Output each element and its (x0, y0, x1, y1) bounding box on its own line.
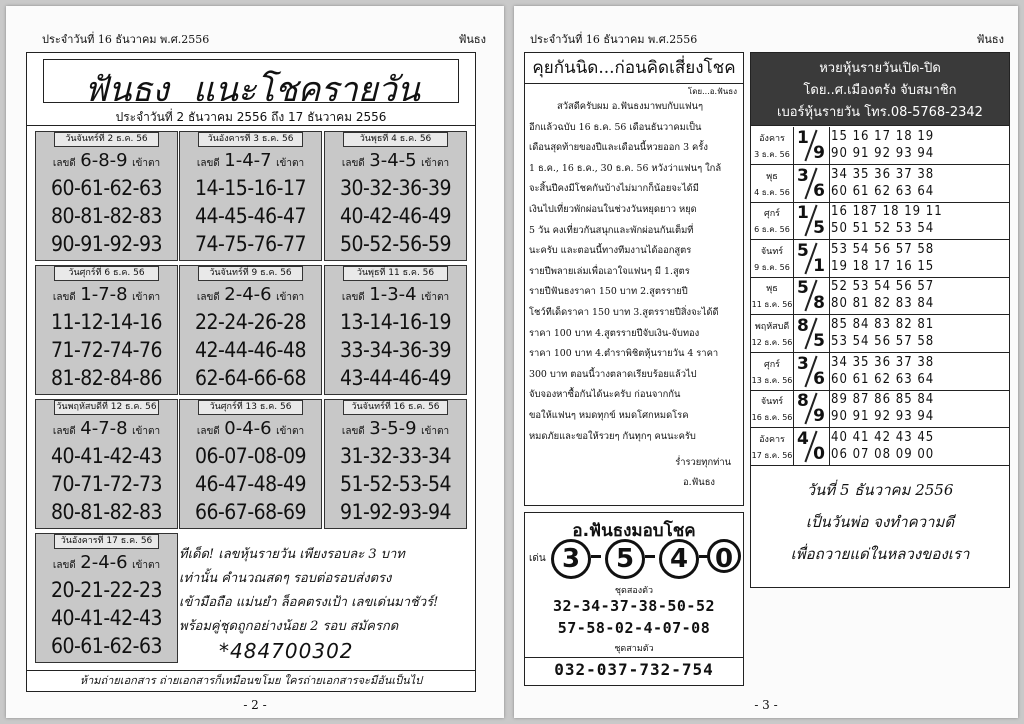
tip-suffix: เข้าตา (276, 158, 305, 169)
article-line: ราคา 100 บาท 4.สูตรรายปีจับเงิน-จับทอง (529, 327, 700, 339)
promo-line-4: พร้อมคู่ชุดถูกอย่างน้อย 2 รอบ สมัครกด (179, 619, 399, 634)
stock-numbers-bottom: 60 61 62 63 64 (831, 371, 935, 387)
article-line: จับจองหาซื้อกันได้นะครับ ก่อนจากกัน (529, 389, 681, 401)
stock-numbers-top: 53 54 56 57 58 (831, 241, 935, 257)
tip-row: 60-61-62-63 (50, 176, 163, 200)
stock-numbers-top: 15 16 17 18 19 (831, 129, 935, 144)
divider (27, 125, 475, 126)
tip-numbers: 1-4-7 (224, 150, 272, 171)
stock-close-digit: 6 (813, 180, 825, 201)
article-line: 300 บาท ตอนนี้วางตลาดเรียบร้อยแล้วไป (529, 368, 697, 380)
tip-prefix: เลขดี (341, 158, 365, 169)
tip-row: 62-64-66-68 (194, 366, 307, 390)
tip-row: 44-45-46-47 (194, 204, 307, 228)
left-page-number: - 2 - (243, 698, 267, 712)
tip-cell (35, 533, 178, 663)
gift-title: อ.ฟันธงมอบโชค (572, 521, 696, 541)
article-box (524, 52, 744, 506)
promo-box (179, 541, 469, 665)
tip-cell (35, 399, 178, 529)
stock-numbers-top: 89 87 86 85 84 (831, 392, 935, 408)
stock-header-line-2: โดย..ศ.เมืองตรัง จับสมาชิก (803, 83, 957, 98)
title-box (43, 59, 459, 110)
tip-line (36, 418, 177, 439)
left-main-frame (26, 52, 476, 692)
right-page (514, 6, 1018, 718)
stock-day-cell (751, 428, 794, 465)
period-text: ประจำวันที่ 2 ธันวาคม 2556 ถึง 17 ธันวาคม 2556 (115, 110, 387, 124)
tip-row: 43-44-46-49 (339, 366, 452, 390)
tip-row: 71-72-74-76 (50, 338, 163, 362)
tip-row: 40-42-46-49 (339, 204, 452, 228)
tip-cell-date: วันพฤหัสบดีที่ 12 ธ.ค. 56 (54, 400, 159, 415)
stock-numbers-top: 16 187 18 19 11 (831, 204, 943, 220)
tip-row: 31-32-33-34 (339, 444, 452, 468)
stock-fraction (793, 277, 830, 314)
tip-row: 46-47-48-49 (194, 472, 307, 496)
stock-day: ศุกร์ (764, 209, 780, 220)
article-byline: โดย...อ.ฟันธง (687, 87, 737, 96)
tip-row: 91-92-93-94 (339, 500, 452, 524)
left-footer: ห้ามถ่ายเอกสาร ถ่ายเอกสารก็เหมือนขโมย ใครถ่ายเอกสารจะมีอันเป็นไป (27, 670, 475, 691)
stock-fraction (793, 315, 830, 352)
stock-numbers-top: 34 35 36 37 38 (831, 354, 935, 370)
stock-open-digit: 3 (797, 353, 809, 374)
note-box (751, 465, 1009, 563)
tip-suffix: เข้าตา (276, 292, 305, 303)
stock-row (751, 315, 1009, 353)
promo-code: *484700302 (219, 639, 354, 663)
stock-day-cell (751, 240, 794, 277)
tip-numbers: 6-8-9 (80, 150, 128, 171)
tip-row: 06-07-08-09 (194, 444, 307, 468)
stock-open-digit: 8 (797, 391, 809, 412)
stock-day-cell (751, 353, 794, 390)
tip-suffix: เข้าตา (276, 426, 305, 437)
stock-numbers-bottom: 53 54 56 57 58 (831, 334, 935, 349)
tip-line (180, 418, 321, 439)
three-digit-label: ชุดสามตัว (614, 644, 654, 654)
left-header-brand: ฟันธง (458, 33, 486, 46)
stock-row (751, 353, 1009, 391)
tip-suffix: เข้าตา (132, 426, 161, 437)
tip-row: 22-24-26-28 (194, 310, 307, 334)
stock-close-digit: 0 (813, 443, 825, 464)
tip-suffix: เข้าตา (421, 158, 450, 169)
tip-row: 20-21-22-23 (50, 578, 163, 602)
note-line-2: เป็นวันพ่อ จงทำความดี (805, 513, 955, 531)
tip-prefix: เลขดี (52, 426, 76, 437)
promo-line-1: ทีเด็ด! เลขหุ้นรายวัน เพียงรอบละ 3 บาท (179, 547, 405, 562)
tip-prefix: เลขดี (52, 158, 76, 169)
stock-header-line-1: หวยหุ้นรายวันเปิด-ปิด (819, 61, 941, 76)
stock-numbers-bottom: 80 81 82 83 84 (831, 296, 935, 312)
tip-cell-date: วันศุกร์ที่ 13 ธ.ค. 56 (198, 400, 303, 415)
article-title: คุยกันนิด...ก่อนคิดเสี่ยงโชค (525, 53, 743, 84)
stock-numbers-top: 85 84 83 82 81 (831, 317, 935, 332)
stock-day-cell (751, 277, 794, 314)
tip-row: 14-15-16-17 (194, 176, 307, 200)
tip-cell-date: วันพุธที่ 4 ธ.ค. 56 (343, 132, 448, 147)
note-line-1: วันที่ 5 ธันวาคม 2556 (806, 481, 954, 499)
article-line: สวัสดีครับผม อ.ฟันธงมาพบกับแฟนๆ (557, 101, 703, 112)
tip-prefix: เลขดี (52, 560, 76, 571)
tip-numbers: 3-5-9 (369, 418, 417, 439)
stock-date: 9 ธ.ค. 56 (754, 262, 790, 272)
tip-row: 11-12-14-16 (50, 310, 163, 334)
stock-close-digit: 5 (813, 331, 825, 351)
tip-line (36, 552, 177, 573)
three-digit-line: 032-037-732-754 (525, 657, 743, 680)
tip-prefix: เลขดี (52, 292, 76, 303)
tip-suffix: เข้าตา (132, 158, 161, 169)
stock-fraction (793, 165, 830, 202)
tip-cell (35, 131, 178, 261)
stock-date: 17 ธ.ค. 56 (751, 450, 793, 460)
stock-fraction (793, 127, 830, 164)
article-line: ราคา 100 บาท 4.ตำราพิชิตหุ้นรายวัน 4 ราคา (529, 348, 719, 360)
article-line: 5 วัน คงเที่ยวกันสนุกและพักผ่อนกันเต็มที่ (529, 224, 694, 236)
stock-numbers-bottom: 06 07 08 09 00 (831, 446, 935, 462)
tip-cell-date: วันอังคารที่ 3 ธ.ค. 56 (198, 132, 303, 147)
two-digit-label: ชุดสองตัว (614, 586, 654, 596)
stock-fraction (793, 240, 830, 277)
stock-close-digit: 1 (813, 255, 825, 276)
tip-cell-date: วันอังคารที่ 17 ธ.ค. 56 (54, 534, 159, 549)
stock-header (751, 53, 1009, 126)
tip-cell (179, 131, 322, 261)
stock-numbers-bottom: 19 18 17 16 15 (831, 258, 935, 274)
tip-line (325, 150, 466, 171)
stock-day: พุธ (766, 171, 778, 182)
tip-numbers: 4-7-8 (80, 418, 128, 439)
stock-day: ศุกร์ (764, 359, 780, 370)
stock-day: พฤหัสบดี (754, 322, 790, 332)
tip-suffix: เข้าตา (132, 292, 161, 303)
tip-line (180, 150, 321, 171)
gift-digit-1: 3 (551, 539, 591, 579)
tip-prefix: เลขดี (341, 292, 365, 303)
promo-line-2: เท่านั้น คำนวณสดๆ รอบต่อรอบส่งตรง (179, 571, 392, 586)
stock-day-cell (751, 165, 794, 202)
stock-open-digit: 5 (797, 240, 809, 261)
left-header-date: ประจำวันที่ 16 ธันวาคม พ.ศ.2556 (42, 33, 210, 46)
stock-date: 16 ธ.ค. 56 (751, 413, 793, 423)
tip-prefix: เลขดี (196, 158, 220, 169)
stock-numbers-bottom: 90 91 92 93 94 (831, 409, 935, 425)
article-body (529, 97, 740, 447)
stock-numbers-top: 52 53 54 56 57 (831, 279, 935, 295)
stock-row (751, 277, 1009, 315)
tip-line (325, 284, 466, 305)
article-line: โชว์ทีเด็ดราคา 150 บาท 3.สูตรรายปีสิ่งจะได้ดี (529, 306, 719, 318)
stock-header-line-3: เบอร์หุ้นรายวัน โทร.08-5768-2342 (777, 105, 983, 120)
stock-open-digit: 1 (797, 128, 809, 148)
gift-label: เด่น (529, 553, 546, 564)
tip-row: 81-82-84-86 (50, 366, 163, 390)
stock-row (751, 390, 1009, 428)
right-page-number: - 3 - (754, 698, 778, 712)
stock-row (751, 165, 1009, 203)
stock-fraction (793, 390, 830, 427)
tip-row: 30-32-36-39 (339, 176, 452, 200)
article-line: รายปีพลายเล่มเพื่อเอาใจแฟนๆ มี 1.สูตร (529, 265, 690, 277)
article-closing: ร่ำรวยทุกท่าน (675, 457, 731, 468)
stock-day: อังคาร (759, 134, 785, 144)
stock-day: พุธ (766, 284, 778, 295)
stock-day-cell (751, 127, 794, 164)
stock-day: จันทร์ (760, 397, 784, 408)
stock-date: 13 ธ.ค. 56 (751, 375, 793, 385)
stock-row (751, 240, 1009, 278)
tip-prefix: เลขดี (196, 426, 220, 437)
article-line: เดือนสุดท้ายของปีและเดือนนี้หวยออก 3 ครั้ง (529, 142, 708, 154)
stock-date: 4 ธ.ค. 56 (754, 187, 790, 197)
tip-suffix: เข้าตา (421, 292, 450, 303)
stock-row (751, 127, 1009, 165)
tip-prefix: เลขดี (341, 426, 365, 437)
stock-numbers-bottom: 60 61 62 63 64 (831, 183, 935, 199)
gift-dash-1 (591, 555, 601, 558)
tip-row: 40-41-42-43 (50, 606, 163, 630)
stock-date: 3 ธ.ค. 56 (754, 150, 790, 159)
tip-cell (179, 399, 322, 529)
article-line: จะสิ้นปีคงมีโชคกันบ้างไม่มากก็น้อยจะได้มี (529, 183, 699, 195)
gift-dash-2 (645, 555, 655, 558)
stock-close-digit: 5 (813, 218, 825, 239)
article-line: รายปีฟันธงราคา 150 บาท 2.สูตรรายปี (529, 286, 688, 298)
tip-row: 66-67-68-69 (194, 500, 307, 524)
promo-line-3: เข้ามือถือ แม่นยำ ล็อคตรงเป้า เลขเด่นมาชัวร์! (179, 595, 439, 610)
tip-cell-date: วันจันทร์ที่ 9 ธ.ค. 56 (198, 266, 303, 281)
tip-cell-date: วันจันทร์ที่ 2 ธ.ค. 56 (54, 132, 159, 147)
tip-cell-date: วันศุกร์ที่ 6 ธ.ค. 56 (54, 266, 159, 281)
tip-row: 80-81-82-83 (50, 204, 163, 228)
stock-close-digit: 8 (813, 293, 825, 314)
tip-row: 80-81-82-83 (50, 500, 163, 524)
tip-row: 51-52-53-54 (339, 472, 452, 496)
tip-suffix: เข้าตา (132, 560, 161, 571)
tip-cell (324, 265, 467, 395)
tip-row: 70-71-72-73 (50, 472, 163, 496)
gift-box (524, 512, 744, 686)
tip-row: 50-52-56-59 (339, 232, 452, 256)
stock-row (751, 202, 1009, 240)
gift-digit-4: 0 (707, 539, 741, 573)
stock-day-cell (751, 202, 794, 239)
stock-numbers-bottom: 90 91 92 93 94 (831, 146, 935, 161)
stock-numbers-top: 40 41 42 43 45 (831, 429, 935, 445)
stock-open-digit: 5 (797, 278, 809, 299)
tip-suffix: เข้าตา (421, 426, 450, 437)
stock-date: 12 ธ.ค. 56 (751, 338, 793, 347)
tip-row: 74-75-76-77 (194, 232, 307, 256)
stock-fraction (793, 428, 830, 465)
stock-open-digit: 8 (797, 316, 809, 336)
title-brand: ฟันธง (84, 70, 169, 110)
stock-box (750, 52, 1010, 588)
two-digit-line-1: 32-34-37-38-50-52 (552, 597, 716, 615)
gift-digit-3: 4 (659, 539, 699, 579)
tip-cell-date: วันพุธที่ 11 ธ.ค. 56 (343, 266, 448, 281)
stock-fraction (793, 202, 830, 239)
stock-day: อังคาร (759, 434, 785, 445)
article-line: ขอให้แฟนๆ หมดทุกข์ หมดโศกหมดโรค (529, 409, 689, 421)
tip-numbers: 1-3-4 (369, 284, 417, 305)
tip-line (325, 418, 466, 439)
tip-prefix: เลขดี (196, 292, 220, 303)
article-line: เงินไปเที่ยวพักผ่อนในช่วงวันหยุดยาว หยุด (529, 203, 697, 215)
tip-row: 40-41-42-43 (50, 444, 163, 468)
left-page (6, 6, 504, 718)
tip-row: 33-34-36-39 (339, 338, 452, 362)
tip-row: 42-44-46-48 (194, 338, 307, 362)
tip-numbers: 2-4-6 (224, 284, 272, 305)
stock-fraction (793, 353, 830, 390)
gift-digit-2: 5 (605, 539, 645, 579)
article-line: อีกแล้วฉบับ 16 ธ.ค. 56 เดือนธันวาคมเป็น (529, 121, 702, 133)
tip-line (180, 284, 321, 305)
tip-row: 60-61-62-63 (50, 634, 163, 658)
stock-numbers-top: 34 35 36 37 38 (831, 166, 935, 182)
stock-open-digit: 3 (797, 165, 809, 186)
two-digit-line-2: 57-58-02-4-07-08 (557, 619, 711, 637)
article-line: 1 ธ.ค., 16 ธ.ค., 30 ธ.ค. 56 หวังว่าแฟนๆ ใกล้ (529, 162, 722, 174)
tip-cell (324, 131, 467, 261)
article-line: หมดภัยและขอให้รวยๆ กันทุกๆ คนนะครับ (529, 430, 696, 442)
stock-date: 11 ธ.ค. 56 (751, 300, 793, 310)
stock-day-cell (751, 390, 794, 427)
tip-numbers: 2-4-6 (80, 552, 128, 573)
stock-row (751, 428, 1009, 466)
tip-line (36, 284, 177, 305)
article-line: นะครับ และตอนนี้ทางทีมงานได้ออกสูตร (529, 245, 692, 257)
tip-row: 13-14-16-19 (339, 310, 452, 334)
right-header-brand: ฟันธง (976, 33, 1004, 46)
stock-close-digit: 9 (813, 406, 825, 427)
stock-open-digit: 4 (797, 428, 809, 449)
right-header-date: ประจำวันที่ 16 ธันวาคม พ.ศ.2556 (530, 33, 698, 46)
tip-row: 90-91-92-93 (50, 232, 163, 256)
tip-line (36, 150, 177, 171)
stock-day: จันทร์ (760, 246, 784, 257)
tip-cell-date: วันจันทร์ที่ 16 ธ.ค. 56 (343, 400, 448, 415)
stock-numbers-bottom: 50 51 52 53 54 (831, 221, 935, 237)
tip-cell (179, 265, 322, 395)
tip-numbers: 0-4-6 (224, 418, 272, 439)
tip-cell (35, 265, 178, 395)
stock-date: 6 ธ.ค. 56 (754, 225, 790, 235)
stock-day-cell (751, 315, 794, 352)
article-signature: อ.ฟันธง (683, 477, 715, 488)
stock-close-digit: 9 (813, 143, 825, 163)
tip-cell (324, 399, 467, 529)
stock-open-digit: 1 (797, 203, 809, 224)
tip-numbers: 1-7-8 (80, 284, 128, 305)
tip-numbers: 3-4-5 (369, 150, 417, 171)
title-text: แนะโชครายวัน (192, 70, 420, 110)
stock-close-digit: 6 (813, 368, 825, 389)
note-line-3: เพื่อถวายแด่ในหลวงของเรา (790, 545, 970, 563)
